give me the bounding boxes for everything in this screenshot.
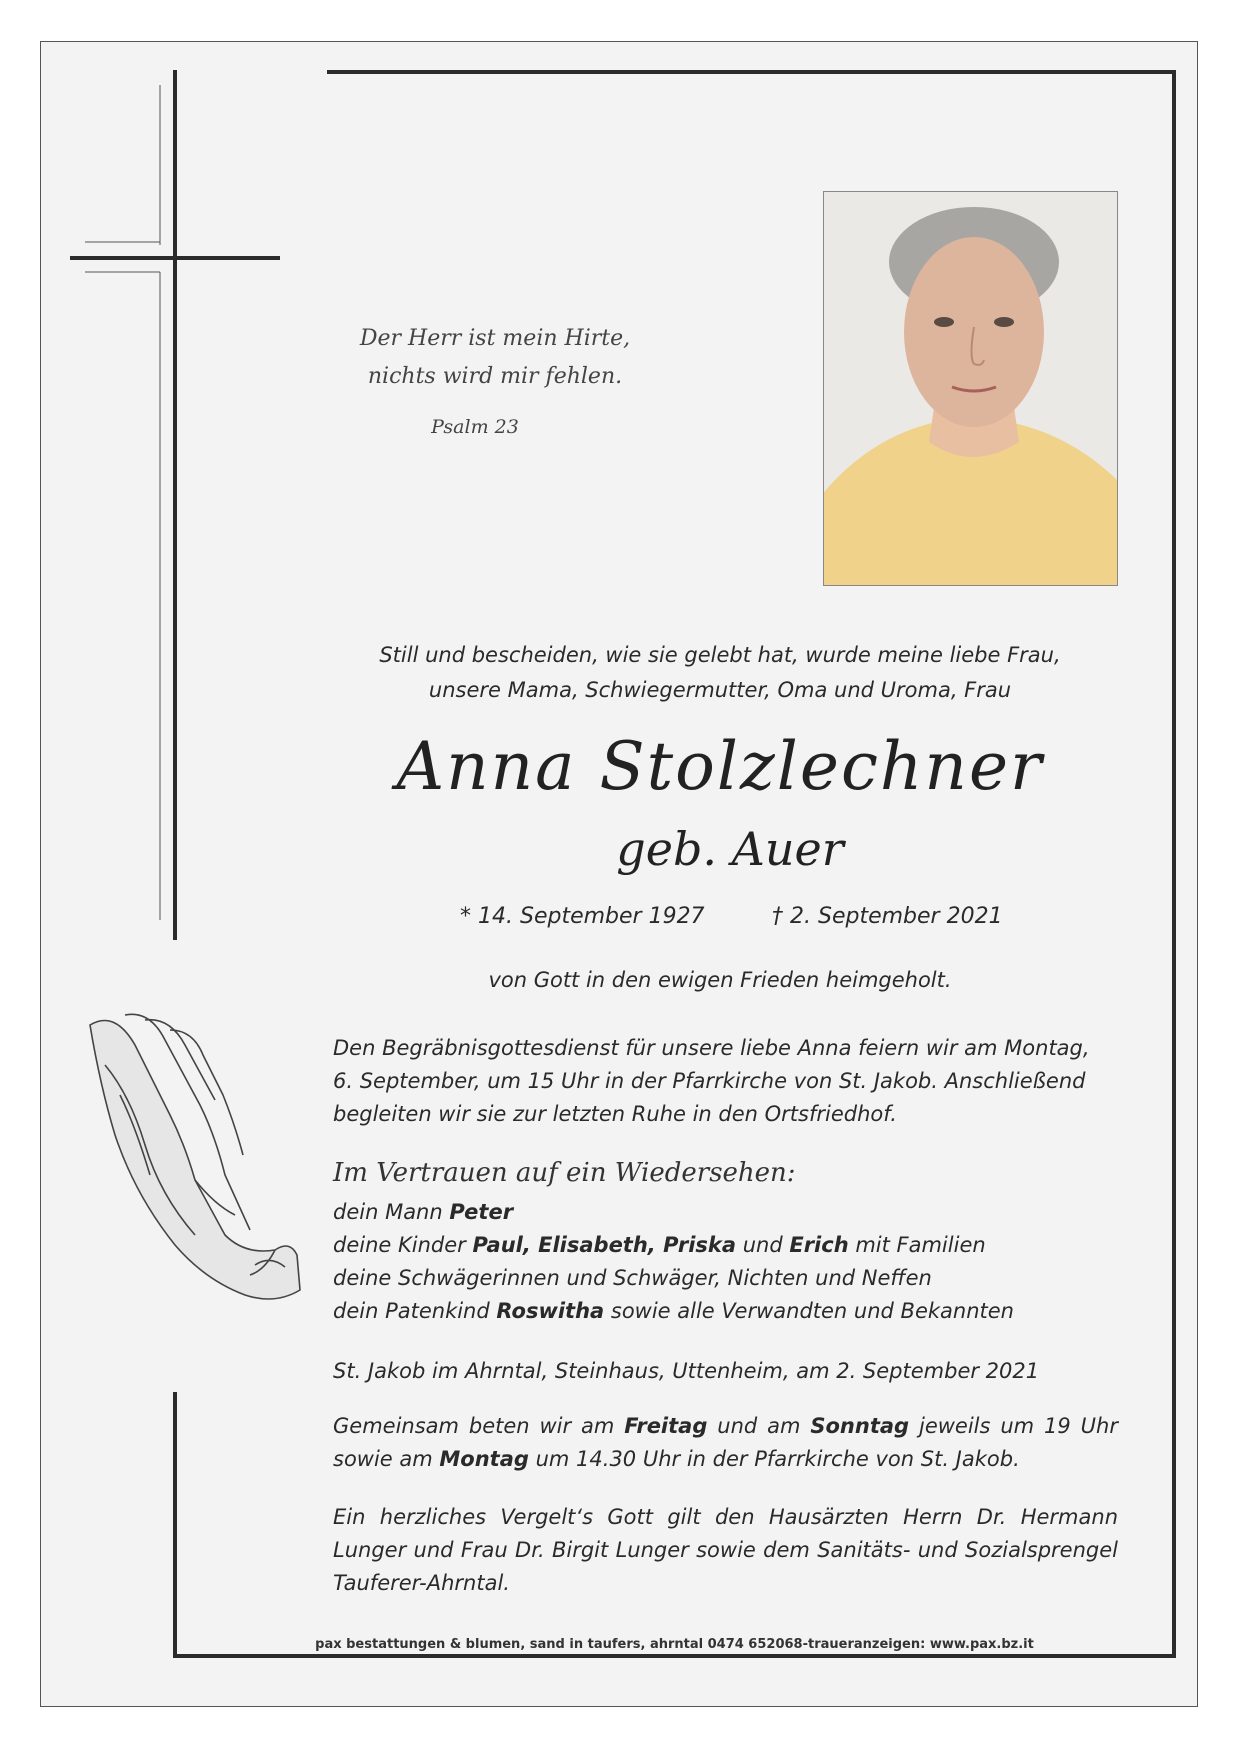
footer-imprint: pax bestattungen & blumen, sand in taufers, ahrntal 0474 652068-traueranzeigen: www.pax.bz.it [315, 1637, 1034, 1652]
prayer-text: Gemeinsam beten wir am [333, 1414, 625, 1438]
praying-hands-icon [75, 1005, 305, 1305]
mourners-heading: Im Vertrauen auf ein Wiedersehen: [333, 1158, 796, 1188]
cross-icon [70, 70, 280, 940]
funeral-paragraph [333, 1032, 1118, 1131]
deceased-name: Anna Stolzlechner [396, 728, 1044, 805]
mourner-name: Peter [449, 1200, 514, 1224]
place-date: St. Jakob im Ahrntal, Steinhaus, Uttenheim, am 2. September 2021 [333, 1359, 1040, 1383]
mourner-name: Erich [789, 1233, 849, 1257]
mourner-text: deine Kinder [333, 1233, 473, 1257]
mourners-list [333, 1196, 1118, 1328]
frame-top-line [327, 70, 1176, 74]
mourner-line [333, 1196, 1118, 1229]
psalm-line-2: nichts wird mir fehlen. [367, 364, 623, 389]
mourner-line [333, 1229, 1118, 1262]
psalm-reference: Psalm 23 [431, 416, 519, 438]
mourner-text: mit Familien [848, 1233, 986, 1257]
mourner-name: Paul, Elisabeth, Priska [472, 1233, 737, 1257]
mourner-text: dein Mann [333, 1200, 450, 1224]
mourner-line [333, 1295, 1118, 1328]
psalm-line-1: Der Herr ist mein Hirte, [359, 326, 631, 351]
funeral-line-2: 6. September, um 15 Uhr in der Pfarrkirche von St. Jakob. Anschließend [333, 1069, 1086, 1093]
birth-date: * 14. September 1927 [460, 904, 705, 929]
frame-left-line [173, 1392, 177, 1658]
intro-text [330, 638, 1110, 708]
prayer-day: Montag [439, 1447, 529, 1471]
funeral-line-3: begleiten wir sie zur letzten Ruhe in den Ortsfriedhof. [333, 1102, 897, 1126]
mourner-text: dein Patenkind [333, 1299, 497, 1323]
mourner-text: sowie alle Verwandten und Bekannten [604, 1299, 1014, 1323]
heimgeholt-line: von Gott in den ewigen Frieden heimgeholt. [488, 968, 952, 992]
prayer-day: Sonntag [810, 1414, 910, 1438]
mourner-line: deine Schwägerinnen und Schwäger, Nichten und Neffen [333, 1266, 932, 1290]
intro-line-2: unsere Mama, Schwiegermutter, Oma und Uroma, Frau [428, 678, 1012, 702]
frame-bottom-line [173, 1654, 1176, 1658]
thanks-paragraph: Ein herzliches Vergelt‘s Gott gilt den Hausärzten Herrn Dr. Hermann Lunger und Frau Dr. Birgit Lunger sowie dem Sanitäts- und Sozialsprengel Tauferer-Ahrntal. [333, 1505, 1118, 1595]
maiden-name: geb. Auer [616, 822, 844, 876]
prayer-text: jeweils um 19 Uhr sowie am [333, 1414, 1118, 1471]
psalm-quote [320, 320, 670, 446]
death-date: † 2. September 2021 [772, 904, 1003, 929]
intro-line-1: Still und bescheiden, wie sie gelebt hat, wurde meine liebe Frau, [379, 643, 1061, 667]
prayer-paragraph [333, 1410, 1118, 1476]
prayer-day: Freitag [624, 1414, 708, 1438]
portrait-photo [823, 191, 1118, 586]
mourner-name: Roswitha [496, 1299, 605, 1323]
prayer-text: und am [707, 1414, 811, 1438]
funeral-line-1: Den Begräbnisgottesdienst für unsere liebe Anna feiern wir am Montag, [333, 1036, 1090, 1060]
frame-right-line [1172, 70, 1176, 1658]
mourner-text: und [736, 1233, 790, 1257]
prayer-text: um 14.30 Uhr in der Pfarrkirche von St. Jakob. [528, 1447, 1020, 1471]
